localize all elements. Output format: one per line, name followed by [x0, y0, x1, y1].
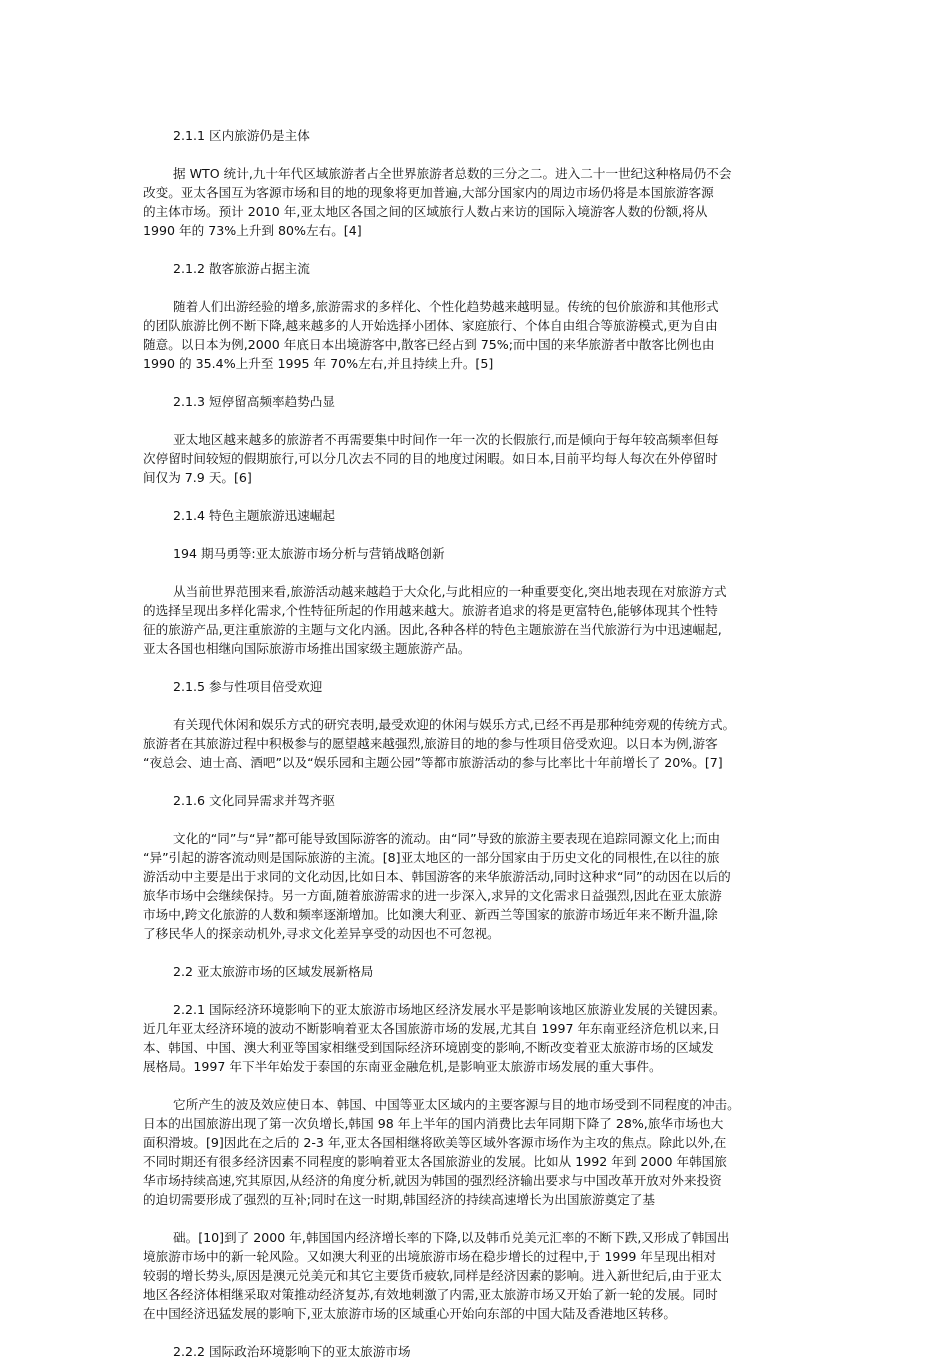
heading-2-1-6: 2.1.6 文化同异需求并驾齐驱	[173, 793, 335, 808]
paragraph-crisis-impact: 它所产生的波及效应使日本、韩国、中国等亚太区域内的主要客源与目的地市场受到不同程度的冲击。 日本的出国旅游出现了第一次负增长,韩国 98 年上半年的国内消费比去年同期下降了 28%,旅华市场也大 面积滑坡。[9]因此在之后的 2-3 年,亚太各国相继将欧美等区域外客源市场作为主攻的焦点。除此以外,在 不同时期还有很多经济因素不同程度的影响着亚太各国旅游业的发展。比如从 1992 年到 2000 年韩国旅 华市场持续高速,究其原因,从经济的角度分析,就因为韩国的强烈经济输出要求与中国改革开放对外来投资 的迫切需要形成了强烈的互补;同时在这一时期,韩国经济的持续高速增长为出国旅游奠定了基	[143, 1097, 740, 1207]
paragraph-market-recovery: 础。[10]到了 2000 年,韩国国内经济增长率的下降,以及韩币兑美元汇率的不断下跌,又形成了韩国出 境旅游市场中的新一轮风险。又如澳大利亚的出境旅游市场在稳步增长的过程中,于 1999 年呈现出相对 较弱的增长势头,原因是澳元兑美元和其它主要货币疲软,同样是经济因素的影响。进入新世纪后,由于亚太 地区各经济体相继采取对策推动经济复苏,有效地刺激了内需,亚太旅游市场又开始了新一轮的发展。同时 在中国经济迅猛发展的影响下,亚太旅游市场的区域重心开始向东部的中国大陆及香港地区转移。	[143, 1230, 730, 1321]
paragraph-economic-environment: 2.2.1 国际经济环境影响下的亚太旅游市场地区经济发展水平是影响该地区旅游业发展的关键因素。 近几年亚太经济环境的波动不断影响着亚太各国旅游市场的发展,尤其自 1997 年东南亚经济危机以来,日 本、韩国、中国、澳大利亚等国家相继受到国际经济环境剧变的影响,不断改变着亚太旅游市场的区域发 展格局。1997 年下半年始发于泰国的东南亚金融危机,是影响亚太旅游市场发展的重大事件。	[143, 1002, 726, 1074]
heading-2-1-2: 2.1.2 散客旅游占据主流	[173, 261, 310, 276]
paragraph-independent-travel: 随着人们出游经验的增多,旅游需求的多样化、个性化趋势越来越明显。传统的包价旅游和其他形式 的团队旅游比例不断下降,越来越多的人开始选择小团体、家庭旅行、个体自由组合等旅游模式,更为自由 随意。以日本为例,2000 年底日本出境游客中,散客已经占到 75%;而中国的来华旅游者中散客比例也由 1990 的 35.4%上升至 1995 年 70%左右,并且持续上升。[5]	[143, 299, 719, 371]
paragraph-short-stay: 亚太地区越来越多的旅游者不再需要集中时间作一年一次的长假旅行,而是倾向于每年较高频率但每 次停留时间较短的假期旅行,可以分几次去不同的目的地度过闲暇。如日本,目前平均每人每次在外停留时 间仅为 7.9 天。[6]	[143, 432, 719, 485]
heading-2-2: 2.2 亚太旅游市场的区域发展新格局	[173, 964, 374, 979]
heading-2-1-5: 2.1.5 参与性项目倍受欢迎	[173, 679, 323, 694]
document-body	[143, 126, 808, 1361]
heading-2-1-1: 2.1.1 区内旅游仍是主体	[173, 128, 310, 143]
running-header: 194 期马勇等:亚太旅游市场分析与营销战略创新	[173, 546, 445, 561]
paragraph-participation: 有关现代休闲和娱乐方式的研究表明,最受欢迎的休闲与娱乐方式,已经不再是那种纯旁观的传统方式。 旅游者在其旅游过程中积极参与的愿望越来越强烈,旅游目的地的参与性项目倍受欢迎。以日本为例,游客 “夜总会、迪士高、酒吧”以及“娱乐园和主题公园”等都市旅游活动的参与比率比十年前增长了 20%。[7]	[143, 717, 736, 770]
paragraph-cultural-demand: 文化的“同”与“异”都可能导致国际游客的流动。由“同”导致的旅游主要表现在追踪同源文化上;而由 “异”引起的游客流动则是国际旅游的主流。[8]亚太地区的一部分国家由于历史文化的同根性,在以往的旅 游活动中主要是出于求同的文化动因,比如日本、韩国游客的来华旅游活动,同时这种求“同”的动因在以后的 旅华市场中会继续保持。另一方面,随着旅游需求的进一步深入,求异的文化需求日益强烈,因此在亚太旅游 市场中,跨文化旅游的人数和频率逐渐增加。比如澳大利亚、新西兰等国家的旅游市场近年来不断升温,除 了移民华人的探亲动机外,寻求文化差异享受的动因也不可忽视。	[143, 831, 731, 941]
paragraph-regional-tourism: 据 WTO 统计,九十年代区域旅游者占全世界旅游者总数的三分之二。进入二十一世纪这种格局仍不会 改变。亚太各国互为客源市场和目的地的现象将更加普遍,大部分国家内的周边市场仍将是本国旅游客源 的主体市场。预计 2010 年,亚太地区各国之间的区域旅行人数占来访的国际入境游客人数的份额,将从 1990 年的 73%上升到 80%左右。[4]	[143, 166, 732, 238]
paragraph-theme-tourism: 从当前世界范围来看,旅游活动越来越趋于大众化,与此相应的一种重要变化,突出地表现在对旅游方式 的选择呈现出多样化需求,个性特征所起的作用越来越大。旅游者追求的将是更富特色,能够体现其个性特 征的旅游产品,更注重旅游的主题与文化内涵。因此,各种各样的特色主题旅游在当代旅游行为中迅速崛起, 亚太各国也相继向国际旅游市场推出国家级主题旅游产品。	[143, 584, 727, 656]
heading-2-1-3: 2.1.3 短停留高频率趋势凸显	[173, 394, 335, 409]
heading-2-2-2: 2.2.2 国际政治环境影响下的亚太旅游市场	[173, 1344, 411, 1359]
heading-2-1-4: 2.1.4 特色主题旅游迅速崛起	[173, 508, 335, 523]
